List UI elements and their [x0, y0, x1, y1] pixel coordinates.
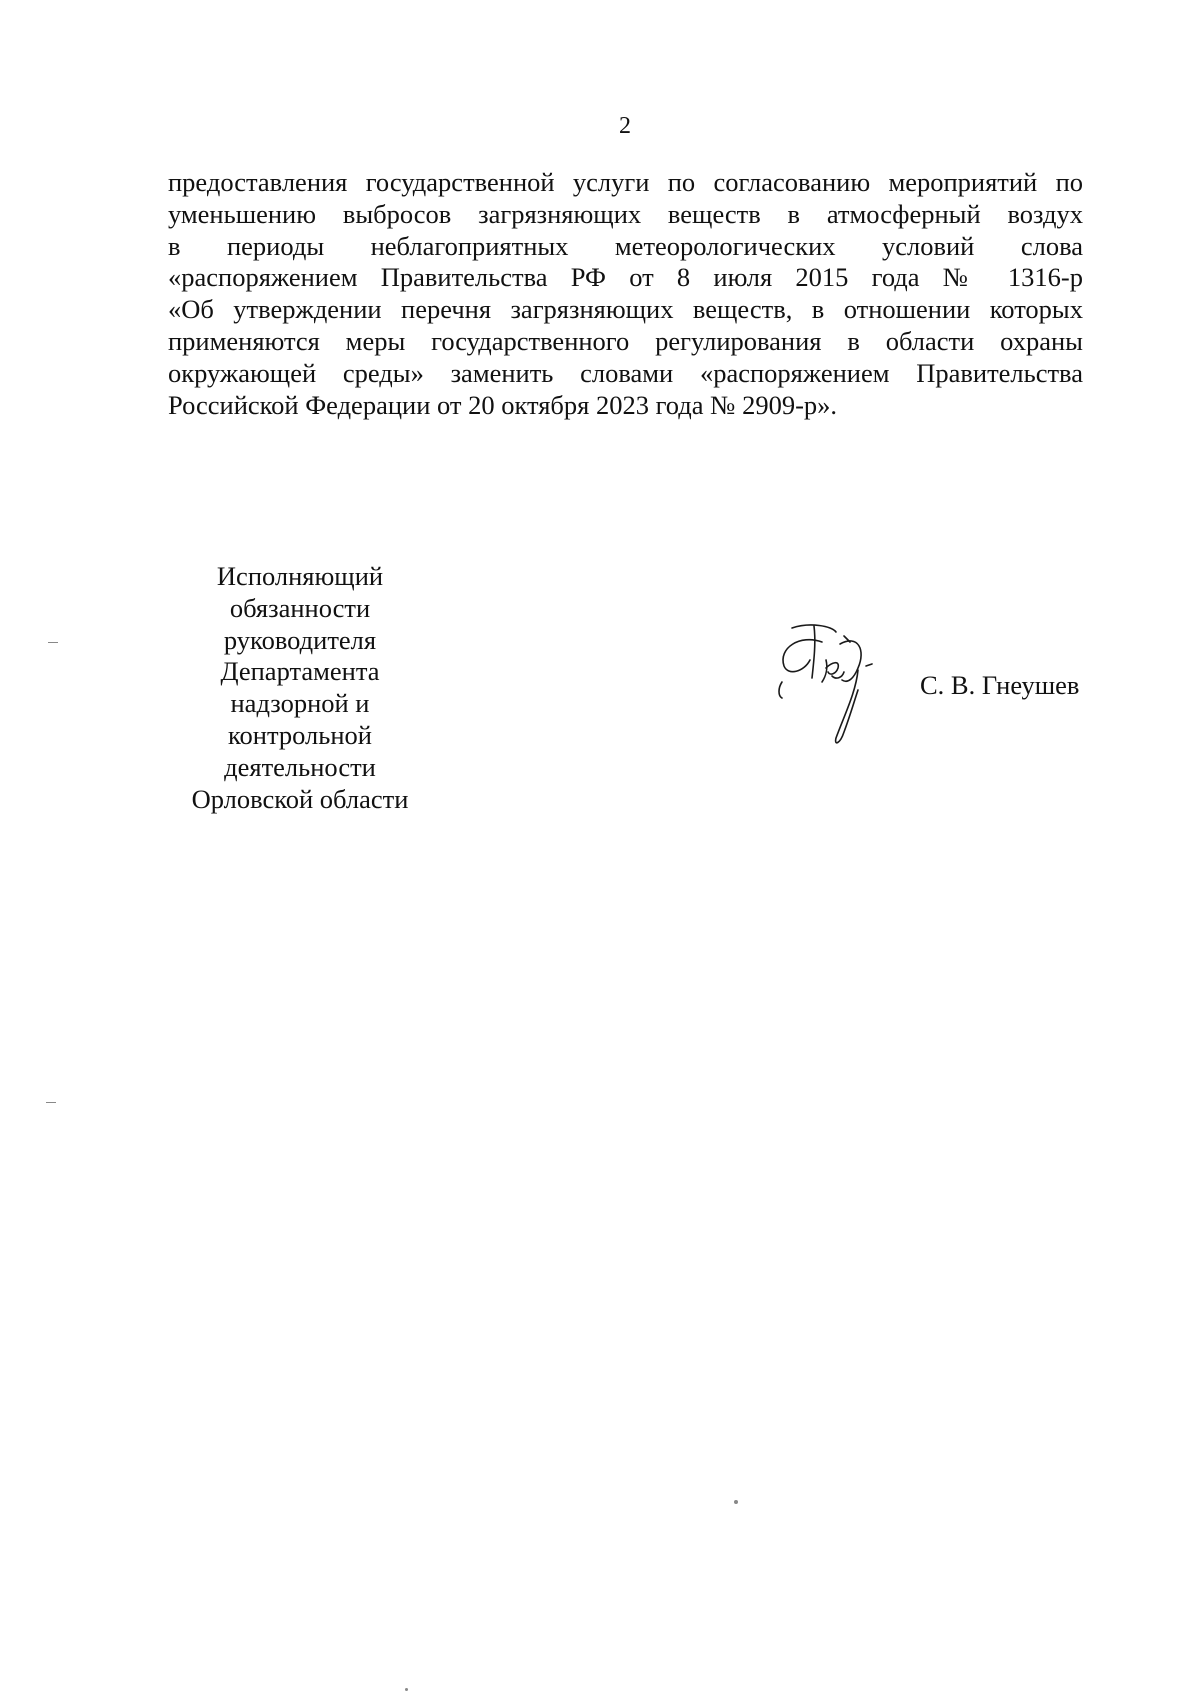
body-line: окружающей среды» заменить словами «распоряжением Правительства	[168, 357, 1083, 388]
body-line: в периоды неблагоприятных метеорологических условий слова	[168, 230, 1083, 261]
body-line: «Об утверждении перечня загрязняющих веществ, в отношении которых	[168, 294, 1083, 325]
signatory-title-line: обязанности	[229, 592, 371, 623]
scan-speck	[734, 1500, 738, 1504]
scan-speck	[46, 1102, 56, 1103]
signatory-title-line: контрольной	[228, 719, 372, 750]
signatory-title-line: руководителя	[223, 624, 377, 655]
handwritten-signature	[770, 620, 920, 750]
signatory-name: С. В. Гнеушев	[920, 670, 1080, 700]
body-paragraph	[168, 167, 1083, 421]
signatory-title-line: Департамента	[220, 656, 380, 687]
signatory-title	[175, 561, 425, 815]
body-line: Российской Федерации от 20 октября 2023 года № 2909-р».	[168, 389, 838, 420]
signatory-title-line: деятельности	[224, 751, 376, 782]
body-line: уменьшению выбросов загрязняющих веществ в атмосферный воздух	[168, 198, 1083, 229]
page-number: 2	[619, 113, 631, 139]
signatory-title-line: Исполняющий	[216, 561, 384, 591]
signatory-title-line: надзорной и	[230, 688, 370, 719]
body-line: «распоряжением Правительства РФ от 8 июля 2015 года № 1316-р	[168, 262, 1083, 293]
body-line: применяются меры государственного регулирования в области охраны	[168, 325, 1083, 356]
scan-speck	[405, 1688, 408, 1691]
signatory-title-line: Орловской области	[191, 783, 409, 814]
scan-speck	[48, 642, 58, 643]
body-line: предоставления государственной услуги по согласованию мероприятий по	[168, 167, 1083, 197]
